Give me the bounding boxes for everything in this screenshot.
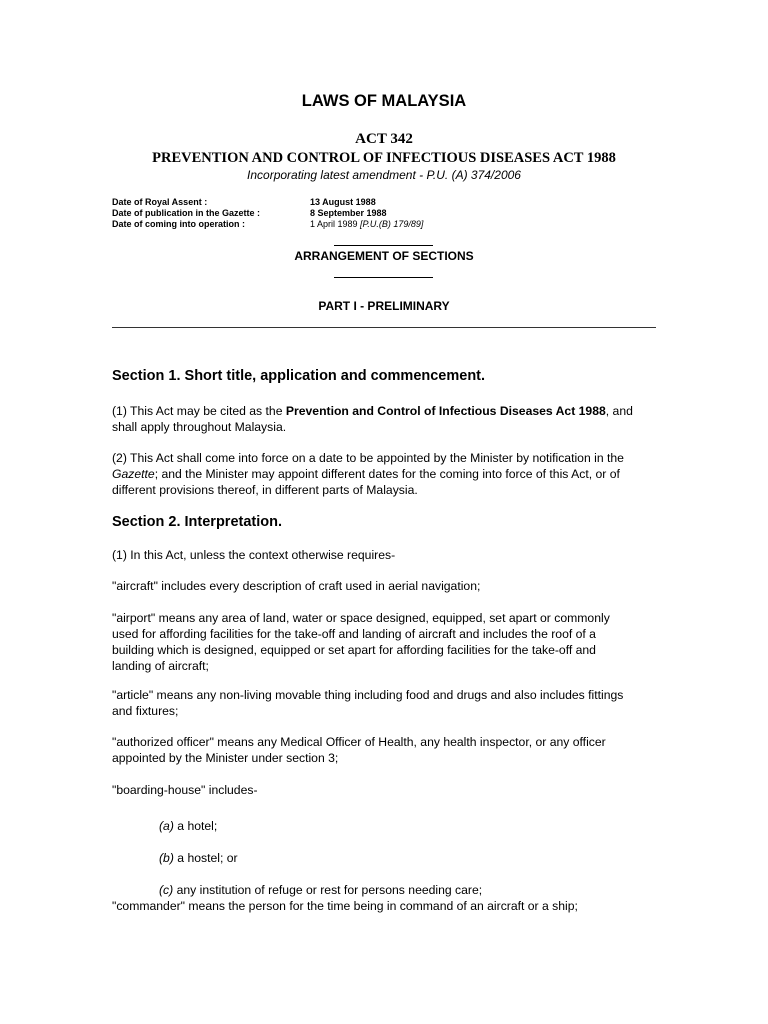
boarding-item-a: (a) a hotel;: [159, 819, 218, 833]
operation-reference: [P.U.(B) 179/89]: [360, 219, 424, 229]
definition-article: "article" means any non-living movable thing including food and drugs and also includes fittings and fixtures;: [112, 688, 624, 718]
section-1-subsection-1: (1) This Act may be cited as the Prevention and Control of Infectious Diseases Act 1988, and shall apply throughout Malaysia.: [112, 404, 633, 434]
publication-value: 8 September 1988: [310, 208, 387, 218]
publication-label: Date of publication in the Gazette :: [112, 208, 261, 218]
definition-commander: "commander" means the person for the time being in command of an aircraft or a ship;: [112, 899, 578, 913]
definition-boarding-house: "boarding-house" includes-: [112, 783, 258, 797]
definition-airport: "airport" means any area of land, water or space designed, equipped, set apart or commonly used for affording facilities for the take-off and landing of aircraft and includes the roof of a building which is designed, equipped or set apart for affording facilities for the take-off and landing of aircraft;: [112, 611, 610, 673]
section-2-intro: (1) In this Act, unless the context otherwise requires-: [112, 548, 396, 562]
gazette-term: Gazette: [112, 467, 155, 481]
short-divider-bottom: [334, 277, 433, 278]
laws-title: LAWS OF MALAYSIA: [301, 92, 467, 110]
amendment-note: Incorporating latest amendment - P.U. (A) 374/2006: [247, 168, 521, 182]
act-citation-name: Prevention and Control of Infectious Diseases Act 1988: [285, 404, 606, 418]
boarding-item-b: (b) a hostel; or: [159, 851, 238, 865]
royal-assent-value: 13 August 1988: [310, 197, 376, 207]
section-2-heading: Section 2. Interpretation.: [112, 514, 282, 530]
operation-label: Date of coming into operation :: [112, 219, 245, 229]
act-number: ACT 342: [355, 131, 413, 147]
operation-date: 1 April 1989: [310, 219, 361, 229]
arrangement-heading: ARRANGEMENT OF SECTIONS: [294, 249, 474, 263]
section-1-heading: Section 1. Short title, application and commencement.: [112, 368, 486, 384]
boarding-item-c: (c) any institution of refuge or rest for persons needing care;: [159, 883, 483, 897]
section-1-subsection-2: (2) This Act shall come into force on a date to be appointed by the Minister by notification in the Gazette; and the Minister may appoint different dates for the coming into force of this Act, or of different provisions thereof, in different parts of Malaysia.: [112, 451, 624, 497]
definition-aircraft: "aircraft" includes every description of craft used in aerial navigation;: [112, 579, 481, 593]
act-name: PREVENTION AND CONTROL OF INFECTIOUS DISEASES ACT 1988: [152, 150, 616, 166]
operation-value: [310, 219, 423, 230]
short-divider-top: [334, 245, 433, 246]
definition-authorized-officer: "authorized officer" means any Medical Officer of Health, any health inspector, or any officer appointed by the Minister under section 3;: [112, 735, 606, 765]
royal-assent-label: Date of Royal Assent :: [112, 197, 208, 207]
part-divider: [112, 327, 656, 328]
part-heading: PART I - PRELIMINARY: [318, 299, 450, 313]
